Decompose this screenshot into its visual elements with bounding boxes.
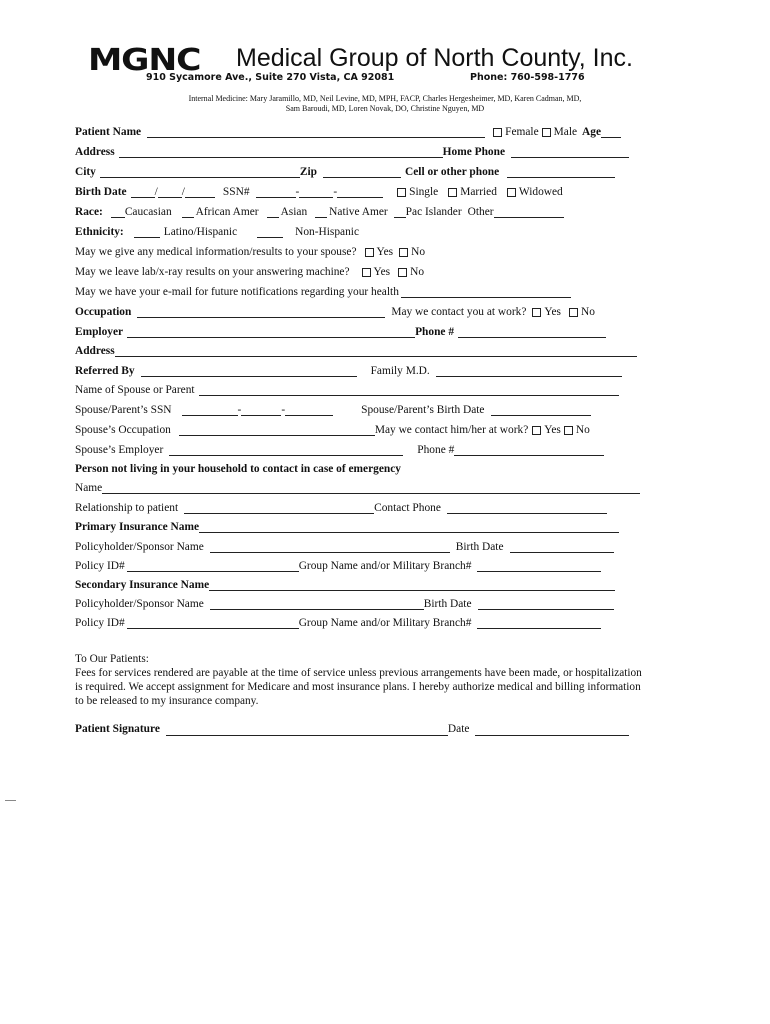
contact-phone-label: Contact Phone — [374, 502, 441, 514]
spouse-occupation-field[interactable] — [179, 423, 375, 436]
employer-address-label: Address — [75, 345, 115, 357]
cell-label: Cell or other phone — [405, 166, 500, 178]
spouse-birth-label: Spouse/Parent’s Birth Date — [361, 404, 485, 416]
machine-no-checkbox[interactable] — [398, 268, 407, 277]
yes-label: Yes — [373, 266, 391, 278]
african-label: African Amer — [195, 206, 259, 218]
spouse-phone-label: Phone # — [417, 444, 455, 456]
ssn-label: SSN# — [222, 186, 250, 198]
row-policyholder — [75, 535, 614, 553]
pacific-label: Pac Islander — [405, 206, 462, 218]
policy-id-2-field[interactable] — [127, 616, 299, 629]
non-hispanic-label: Non-Hispanic — [295, 226, 360, 238]
row-spouse-name — [75, 378, 619, 396]
spouse-occupation-label: Spouse’s Occupation — [75, 424, 171, 436]
margin-mark — [5, 800, 16, 801]
ssn-part2-field[interactable] — [299, 185, 333, 198]
patient-name-label: Patient Name — [75, 126, 142, 138]
spouse-yes-checkbox[interactable] — [365, 248, 374, 257]
spouse-ssn-label: Spouse/Parent’s SSN — [75, 404, 172, 416]
other-label: Other — [467, 206, 494, 218]
row-machine — [75, 260, 424, 278]
group-name-field[interactable] — [477, 559, 601, 572]
email-question: May we have your e-mail for future notifications regarding your health — [75, 286, 399, 298]
row-emergency-heading — [75, 457, 401, 475]
pacific-field[interactable] — [394, 205, 406, 218]
policyholder-birth-field[interactable] — [510, 540, 614, 553]
single-label: Single — [409, 186, 439, 198]
age-field[interactable] — [601, 125, 621, 138]
employer-phone-field[interactable] — [458, 325, 606, 338]
physician-list-line: Sam Baroudi, MD, Loren Novak, DO, Christine Nguyen, MD — [285, 104, 485, 113]
row-signature — [75, 718, 645, 736]
row-policy-id-2 — [75, 611, 601, 629]
notice-body: Fees for services rendered are payable at the time of service unless previous arrangements have been made, or hospitalization is required. We accept assignment for Medicare and most insurance plans. I hereby authorize medical and billing information to be released to my insurance company. — [75, 667, 642, 707]
latino-label: Latino/Hispanic — [163, 226, 238, 238]
spouse-ssn-part3[interactable] — [285, 403, 333, 416]
row-email — [75, 280, 571, 298]
policyholder-2-birth-label: Birth Date — [423, 598, 472, 610]
widowed-checkbox[interactable] — [507, 188, 516, 197]
employer-label: Employer — [75, 326, 124, 338]
emergency-heading: Person not living in your household to contact in case of emergency — [75, 463, 401, 475]
machine-question: May we leave lab/x-ray results on your answering machine? — [75, 266, 350, 278]
row-policyholder-2 — [75, 592, 614, 610]
signature-date-label: Date — [447, 723, 470, 735]
notice-heading: To Our Patients: — [75, 653, 149, 665]
secondary-insurance-field[interactable] — [209, 578, 615, 591]
secondary-insurance-label: Secondary Insurance Name — [75, 579, 210, 591]
zip-field[interactable] — [323, 165, 401, 178]
female-checkbox[interactable] — [493, 128, 502, 137]
emergency-name-label: Name — [75, 482, 103, 494]
family-md-label: Family M.D. — [370, 365, 430, 377]
row-secondary-insurance — [75, 573, 615, 591]
age-label: Age — [582, 126, 602, 138]
machine-yes-checkbox[interactable] — [362, 268, 371, 277]
row-ethnicity — [75, 220, 359, 238]
referred-by-field[interactable] — [141, 364, 357, 377]
native-field[interactable] — [315, 205, 327, 218]
african-field[interactable] — [182, 205, 194, 218]
spouse-name-field[interactable] — [199, 383, 619, 396]
row-policy-id — [75, 554, 601, 572]
policyholder-2-field[interactable] — [210, 597, 424, 610]
male-label: Male — [553, 126, 578, 138]
cell-field[interactable] — [507, 165, 615, 178]
spouse-name-label: Name of Spouse or Parent — [75, 384, 195, 396]
spouse-ssn-part2[interactable] — [241, 403, 281, 416]
row-spouse-info — [75, 240, 425, 258]
family-md-field[interactable] — [436, 364, 622, 377]
row-employer — [75, 320, 606, 338]
row-spouse-occupation — [75, 418, 590, 436]
asian-field[interactable] — [267, 205, 279, 218]
home-phone-field[interactable] — [511, 145, 629, 158]
page-title: Medical Group of North County, Inc. — [236, 44, 633, 72]
row-address — [75, 140, 629, 158]
row-relationship — [75, 496, 607, 514]
signature-field[interactable] — [166, 723, 448, 736]
group-name-2-field[interactable] — [477, 616, 601, 629]
spouse-work-yes-checkbox[interactable] — [532, 426, 541, 435]
row-spouse-employer — [75, 438, 604, 456]
policyholder-label: Policyholder/Sponsor Name — [75, 541, 204, 553]
signature-label: Patient Signature — [75, 723, 160, 735]
clinic-address: 910 Sycamore Ave., Suite 270 Vista, CA 92081 — [146, 72, 395, 83]
spouse-phone-field[interactable] — [454, 443, 604, 456]
policyholder-birth-label: Birth Date — [455, 541, 504, 553]
emergency-name-field[interactable] — [102, 481, 640, 494]
no-label: No — [575, 424, 590, 436]
row-employer-address — [75, 339, 637, 357]
female-label: Female — [505, 126, 539, 138]
primary-insurance-label: Primary Insurance Name — [75, 521, 200, 533]
male-checkbox[interactable] — [542, 128, 551, 137]
policyholder-2-label: Policyholder/Sponsor Name — [75, 598, 204, 610]
group-name-2-label: Group Name and/or Military Branch# — [298, 617, 472, 629]
birth-day-field[interactable] — [158, 185, 182, 198]
work-yes-checkbox[interactable] — [532, 308, 541, 317]
policy-id-label: Policy ID# — [75, 560, 125, 572]
native-label: Native Amer — [329, 206, 388, 218]
spouse-work-no-checkbox[interactable] — [564, 426, 573, 435]
ethnicity-label: Ethnicity: — [75, 226, 124, 238]
row-emergency-name — [75, 476, 640, 494]
birth-month-field[interactable] — [131, 185, 155, 198]
ssn-part3-field[interactable] — [337, 185, 383, 198]
other-field[interactable] — [494, 205, 564, 218]
work-no-checkbox[interactable] — [569, 308, 578, 317]
row-race — [75, 200, 564, 218]
relationship-field[interactable] — [184, 501, 374, 514]
zip-label: Zip — [299, 166, 317, 178]
occupation-field[interactable] — [137, 305, 385, 318]
email-field[interactable] — [401, 285, 571, 298]
spouse-employer-label: Spouse’s Employer — [75, 444, 164, 456]
caucasian-label: Caucasian — [124, 206, 172, 218]
signature-date-field[interactable] — [475, 723, 629, 736]
primary-insurance-field[interactable] — [199, 520, 619, 533]
spouse-question: May we give any medical information/results to your spouse? — [75, 246, 357, 258]
no-label: No — [410, 266, 425, 278]
spouse-employer-field[interactable] — [169, 443, 403, 456]
row-patient-name — [75, 120, 621, 138]
spouse-ssn-part1[interactable] — [182, 403, 238, 416]
mgnc-logo: MGNC — [88, 43, 201, 78]
group-name-label: Group Name and/or Military Branch# — [298, 560, 472, 572]
physician-list-line: Internal Medicine: Mary Jaramillo, MD, Neil Levine, MD, MPH, FACP, Charles Hergesheimer, MD, Karen Cadman, MD, — [188, 94, 582, 103]
latino-field[interactable] — [134, 225, 160, 238]
policyholder-2-birth-field[interactable] — [478, 597, 614, 610]
occupation-label: Occupation — [75, 306, 132, 318]
widowed-label: Widowed — [518, 186, 563, 198]
yes-label: Yes — [544, 424, 561, 436]
race-label: Race: — [75, 206, 103, 218]
city-field[interactable] — [100, 165, 300, 178]
married-label: Married — [460, 186, 497, 198]
policyholder-field[interactable] — [210, 540, 450, 553]
ssn-part1-field[interactable] — [256, 185, 296, 198]
yes-label: Yes — [544, 306, 561, 318]
relationship-label: Relationship to patient — [75, 502, 179, 514]
employer-field[interactable] — [127, 325, 415, 338]
contact-him-question: May we contact him/her at work? — [374, 424, 529, 436]
policy-id-field[interactable] — [127, 559, 299, 572]
no-label: No — [580, 306, 595, 318]
row-primary-insurance — [75, 515, 619, 533]
address-label: Address — [75, 146, 115, 158]
home-phone-label: Home Phone — [442, 146, 505, 158]
employer-phone-label: Phone # — [415, 326, 455, 338]
birth-year-field[interactable] — [185, 185, 215, 198]
asian-label: Asian — [280, 206, 308, 218]
contact-phone-field[interactable] — [447, 501, 607, 514]
spouse-no-checkbox[interactable] — [399, 248, 408, 257]
payment-notice — [75, 652, 645, 736]
referred-by-label: Referred By — [75, 365, 135, 377]
birth-date-label: Birth Date — [75, 186, 127, 198]
single-checkbox[interactable] — [397, 188, 406, 197]
caucasian-field[interactable] — [111, 205, 125, 218]
employer-address-field[interactable] — [115, 344, 637, 357]
row-birth-date: Birth Date / / SSN# - - Single Married Widowed — [75, 186, 563, 198]
spouse-birth-field[interactable] — [491, 403, 591, 416]
physician-list — [100, 94, 670, 114]
non-hispanic-field[interactable] — [257, 225, 283, 238]
contact-work-question: May we contact you at work? — [391, 306, 527, 318]
policy-id-2-label: Policy ID# — [75, 617, 125, 629]
clinic-phone: Phone: 760-598-1776 — [470, 72, 585, 83]
patient-name-field[interactable] — [147, 125, 485, 138]
no-label: No — [411, 246, 426, 258]
row-city — [75, 160, 615, 178]
row-referred-by — [75, 359, 622, 377]
city-label: City — [75, 166, 96, 178]
row-spouse-ssn: Spouse/Parent’s SSN - - Spouse/Parent’s Birth Date — [75, 398, 591, 416]
married-checkbox[interactable] — [448, 188, 457, 197]
row-occupation — [75, 300, 595, 318]
yes-label: Yes — [376, 246, 394, 258]
address-field[interactable] — [119, 145, 443, 158]
